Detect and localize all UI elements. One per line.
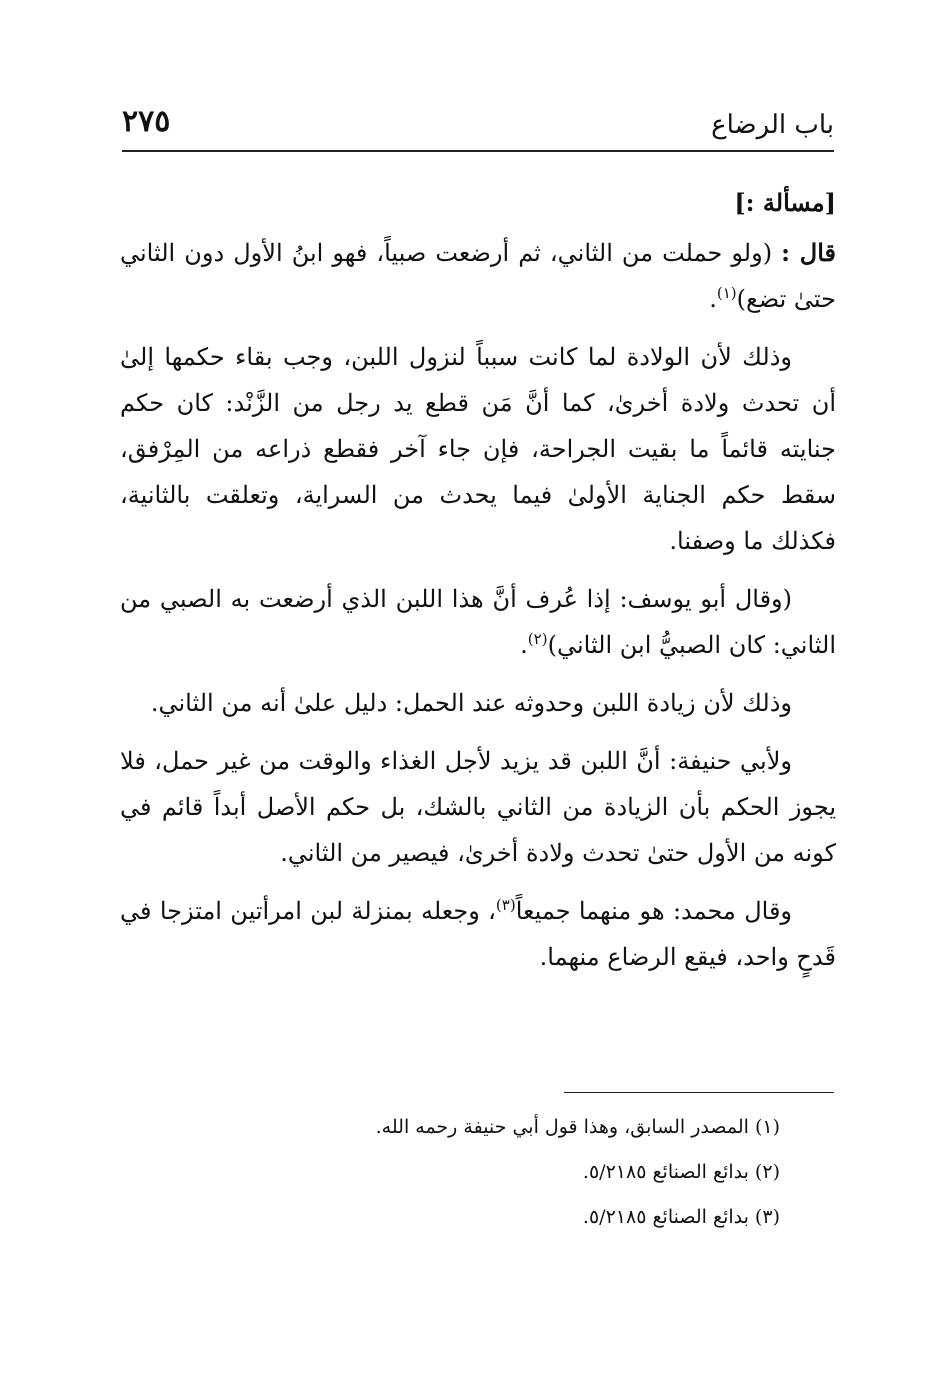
footnote-ref-2: (٢) xyxy=(527,630,548,648)
paragraph-5: ولأبي حنيفة: أنَّ اللبن قد يزيد لأجل الغذاء والوقت من غير حمل، فلا يجوز الحكم بأن الزيادة من الثاني بالشك، بل حكم الأصل أبداً قائم في كونه من الأول حتىٰ تحدث ولادة أخرىٰ، فيصير من الثاني. xyxy=(120,747,836,867)
paragraph-1-end: . xyxy=(709,285,717,313)
paragraph-6-before: وقال محمد: هو منهما جميعاً xyxy=(515,897,793,925)
paragraph-4: وذلك لأن زيادة اللبن وحدوثه عند الحمل: دليل علىٰ أنه من الثاني. xyxy=(150,689,792,717)
section-heading: [مسألة :] xyxy=(734,188,836,217)
page-header xyxy=(122,100,834,152)
paragraph-1 xyxy=(120,230,836,322)
page-number: ٢٧٥ xyxy=(122,104,171,139)
paragraph-3-text: (وقال أبو يوسف: إذا عُرف أنَّ هذا اللبن الذي أرضعت به الصبي من الثاني: كان الصبيُّ ابن الثاني) xyxy=(120,585,836,659)
footnote-separator xyxy=(564,1092,834,1093)
paragraph-2: وذلك لأن الولادة لما كانت سبباً لنزول اللبن، وجب بقاء حكمها إلىٰ أن تحدث ولادة أخرىٰ، كما أنَّ مَن قطع يد رجل من الزَّنْد: كان حكم جنايته قائماً ما بقيت الجراحة، فإن جاء آخر فقطع ذراعه من المِرْفق، سقط حكم الجناية الأولىٰ فيما يحدث من السراية، وتعلقت بالثانية، فكذلك ما وصفنا. xyxy=(120,343,836,555)
paragraph-3-end: . xyxy=(520,631,528,659)
chapter-title: باب الرضاع xyxy=(711,110,834,140)
paragraph-6 xyxy=(120,888,836,980)
main-text xyxy=(120,180,836,992)
footnote-ref-1: (١) xyxy=(716,284,737,302)
paragraph-3 xyxy=(120,576,836,668)
footnote-3: (٣) بدائع الصنائع ٥/٢١٨٥. xyxy=(582,1206,780,1228)
paragraph-6-after: ، وجعله بمنزلة لبن امرأتين امتزجا في قَدحٍ واحد، فيقع الرضاع منهما. xyxy=(120,897,836,971)
footnote-ref-3: (٣) xyxy=(495,896,516,914)
paragraph-1-text: (ولو حملت من الثاني، ثم أرضعت صبياً، فهو ابنُ الأول دون الثاني حتىٰ تضع) xyxy=(120,239,836,313)
footnotes xyxy=(300,1105,780,1240)
footnote-1: (١) المصدر السابق، وهذا قول أبي حنيفة رحمه الله. xyxy=(375,1116,780,1138)
paragraph-1-lead: قال : xyxy=(781,238,837,267)
footnote-2: (٢) بدائع الصنائع ٥/٢١٨٥. xyxy=(582,1161,780,1183)
